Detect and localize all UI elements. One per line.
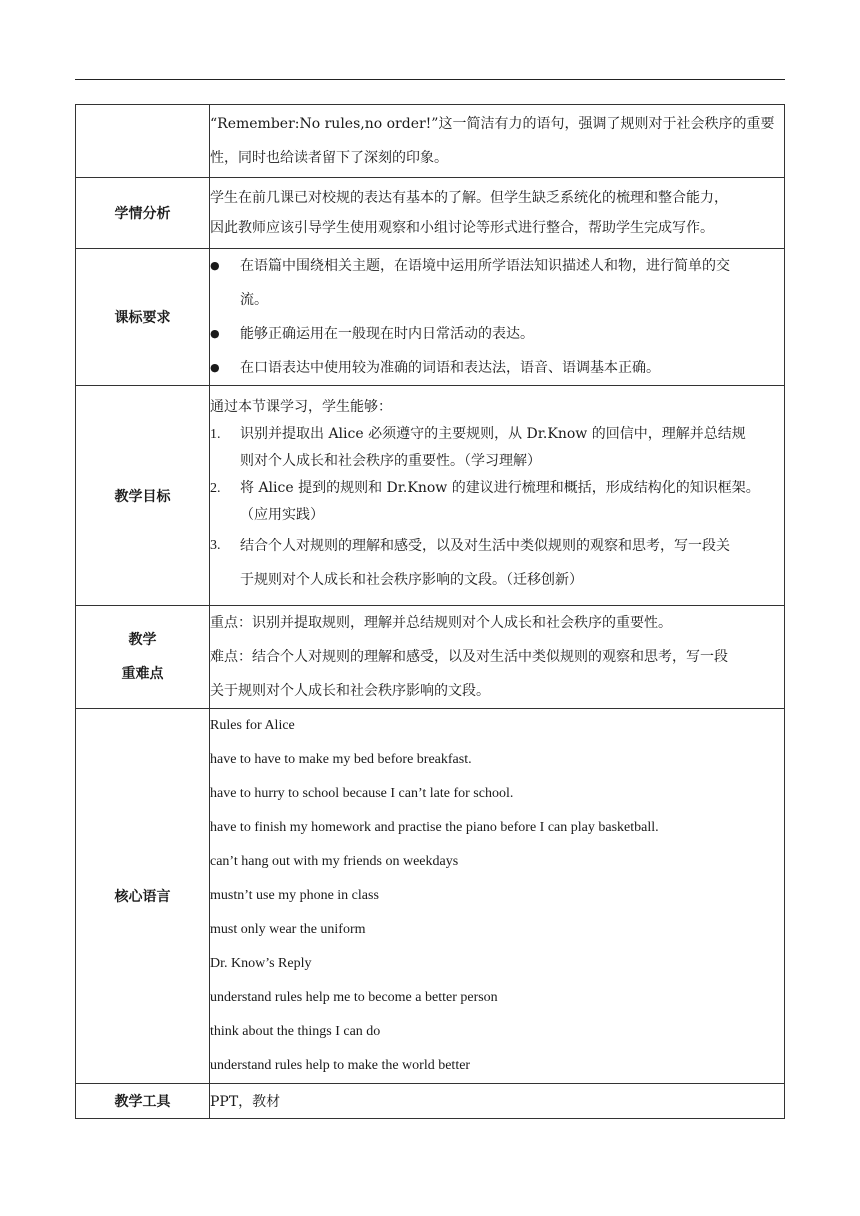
objective-item [210,529,784,597]
table-row-teaching-tools [76,1084,785,1119]
objective-number: 2. [210,481,221,496]
lesson-plan-table [75,104,785,1119]
objective-number: 3. [210,538,221,553]
row-label-curriculum: 课标要求 [76,249,210,386]
core-language-line: can’t hang out with my friends on weekdays [210,854,459,869]
row-label-key-points [76,606,210,709]
objective-1-line-1: 识别并提取出 Alice 必须遵守的主要规则，从 Dr.Know 的回信中，理解并总结规 [240,426,746,442]
header-rule [75,79,785,80]
row-label-key-points-line-1: 教学 [128,632,157,648]
bullet-icon: ● [210,259,220,272]
core-language-line: must only wear the uniform [210,922,366,937]
core-language-line: Dr. Know’s Reply [210,956,312,971]
row-label-key-points-line-2: 重难点 [121,666,164,682]
curriculum-item-3: 在口语表达中使用较为准确的词语和表达法，语音、语调基本正确。 [240,360,660,376]
table-row-learner-analysis [76,178,785,249]
core-language-line: have to finish my homework and practise the piano before I can play basketball. [210,820,659,835]
curriculum-item-2: 能够正确运用在一般现在时内日常活动的表达。 [240,326,534,342]
learner-analysis-line-1: 学生在前几课已对校规的表达有基本的了解。但学生缺乏系统化的梳理和整合能力， [210,190,728,206]
core-language-cell [210,709,785,1084]
quote-cell [210,105,785,178]
learner-analysis-line-2: 因此教师应该引导学生使用观察和小组讨论等形式进行整合，帮助学生完成写作。 [210,220,714,236]
key-point-line-2: 难点：结合个人对规则的理解和感受，以及对生活中类似规则的观察和思考，写一段 [210,649,728,665]
row-label-core-language: 核心语言 [76,709,210,1084]
core-language-line: Rules for Alice [210,718,295,733]
objectives-cell [210,386,785,606]
table-row-core-language [76,709,785,1084]
objective-2-line-2: （应用实践） [240,507,324,523]
row-label-teaching-tools: 教学工具 [76,1084,210,1119]
curriculum-item-1-line-1: 在语篇中围绕相关主题，在语境中运用所学语法知识描述人和物，进行简单的交 [240,258,730,274]
table-row-quote [76,105,785,178]
objective-1-line-2: 则对个人成长和社会秩序的重要性。（学习理解） [240,453,541,469]
bullet-icon: ● [210,361,220,374]
bullet-icon: ● [210,327,220,340]
table-row-objectives [76,386,785,606]
curriculum-cell [210,249,785,386]
core-language-line: think about the things I can do [210,1024,381,1039]
objective-2-line-1: 将 Alice 提到的规则和 Dr.Know 的建议进行梳理和概括，形成结构化的知识框架。 [240,480,760,496]
objective-item [210,421,784,475]
key-point-line-1: 重点：识别并提取规则，理解并总结规则对个人成长和社会秩序的重要性。 [210,615,672,631]
objective-3-line-1: 结合个人对规则的理解和感受，以及对生活中类似规则的观察和思考，写一段关 [240,538,730,554]
row-label-learner-analysis: 学情分析 [76,178,210,249]
quote-line-1: “Remember:No rules,no order!”这一简洁有力的语句，强调了规则对于社会秩序的重要 [210,116,775,132]
curriculum-item [210,351,784,385]
core-language-line: understand rules help me to become a better person [210,990,498,1005]
objectives-intro: 通过本节课学习，学生能够： [210,399,392,415]
curriculum-item [210,249,784,317]
learner-analysis-cell [210,178,785,249]
core-language-line: understand rules help to make the world better [210,1058,471,1073]
teaching-tools-cell: PPT，教材 [210,1084,785,1119]
objective-item [210,475,784,529]
core-language-line: have to have to make my bed before breakfast. [210,752,472,767]
core-language-line: have to hurry to school because I can’t late for school. [210,786,514,801]
table-row-curriculum [76,249,785,386]
row-label-empty [76,105,210,178]
table-row-key-points [76,606,785,709]
key-points-cell [210,606,785,709]
curriculum-item-1-line-2: 流。 [240,292,268,308]
core-language-line: mustn’t use my phone in class [210,888,379,903]
curriculum-item [210,317,784,351]
objective-number: 1. [210,427,221,442]
quote-line-2: 性，同时也给读者留下了深刻的印象。 [210,150,448,166]
row-label-objectives: 教学目标 [76,386,210,606]
key-point-line-3: 关于规则对个人成长和社会秩序影响的文段。 [210,683,490,699]
objective-3-line-2: 于规则对个人成长和社会秩序影响的文段。（迁移创新） [240,572,583,588]
